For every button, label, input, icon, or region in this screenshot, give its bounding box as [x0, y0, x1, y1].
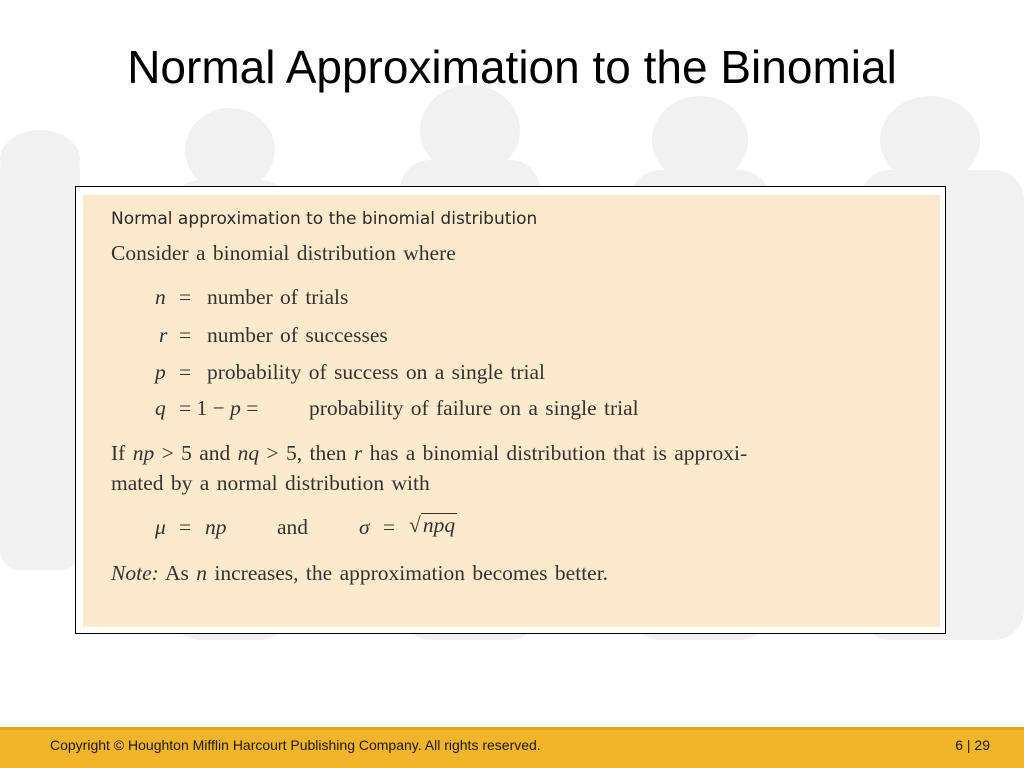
def-r-equals: = — [179, 323, 192, 347]
condition-rest: has a binomial distribution that is approxi- — [369, 441, 748, 465]
mu-symbol: μ — [155, 515, 166, 539]
condition-r: r — [353, 441, 363, 465]
def-q-text: probability of failure on a single trial — [309, 396, 639, 420]
def-n-equals: = — [179, 285, 192, 309]
mu-equals: = — [179, 515, 192, 539]
def-q-symbol: q — [155, 396, 166, 420]
sigma-value: npq — [422, 513, 456, 537]
def-q-equals: = 1 − p = — [179, 396, 259, 420]
note-as: As — [164, 561, 189, 585]
def-n-text: number of trials — [207, 285, 349, 309]
condition-gt5b: > 5, then — [266, 441, 347, 465]
sqrt-radical: √ — [409, 513, 421, 537]
def-q-p-symbol: p — [230, 396, 241, 420]
def-n-symbol: n — [155, 285, 166, 309]
box-heading: Normal approximation to the binomial distribution — [111, 209, 538, 229]
def-p-symbol: p — [155, 360, 166, 384]
footer-bar — [0, 727, 1024, 768]
def-p-text: probability of success on a single trial — [207, 360, 546, 384]
copyright-text: Copyright © Houghton Mifflin Harcourt Publishing Company. All rights reserved. — [50, 737, 541, 753]
condition-if: If — [111, 441, 126, 465]
formula-and: and — [277, 515, 309, 539]
def-r-text: number of successes — [207, 323, 388, 347]
mu-value: np — [205, 515, 227, 539]
slide-title: Normal Approximation to the Binomial — [127, 41, 897, 93]
sigma-equals: = — [383, 515, 396, 539]
condition-nq: nq — [237, 441, 260, 465]
note-rest: increases, the approximation becomes better. — [214, 561, 609, 585]
footer-divider — [0, 727, 1024, 730]
definition-box — [75, 186, 946, 634]
note-label: Note: — [111, 561, 159, 585]
condition-np: np — [132, 441, 155, 465]
condition-gt5a: > 5 and — [161, 441, 231, 465]
def-p-equals: = — [179, 360, 192, 384]
def-r-symbol: r — [159, 323, 168, 347]
note-text — [111, 561, 608, 586]
page-number: 6 | 29 — [955, 737, 990, 753]
definition-box-fill — [83, 195, 940, 627]
sqrt-symbol — [409, 513, 457, 538]
note-n: n — [196, 561, 208, 585]
condition-line-1 — [111, 441, 747, 466]
condition-line-2: mated by a normal distribution with — [111, 471, 430, 495]
intro-text: Consider a binomial distribution where — [111, 241, 456, 265]
sigma-symbol: σ — [359, 515, 370, 539]
